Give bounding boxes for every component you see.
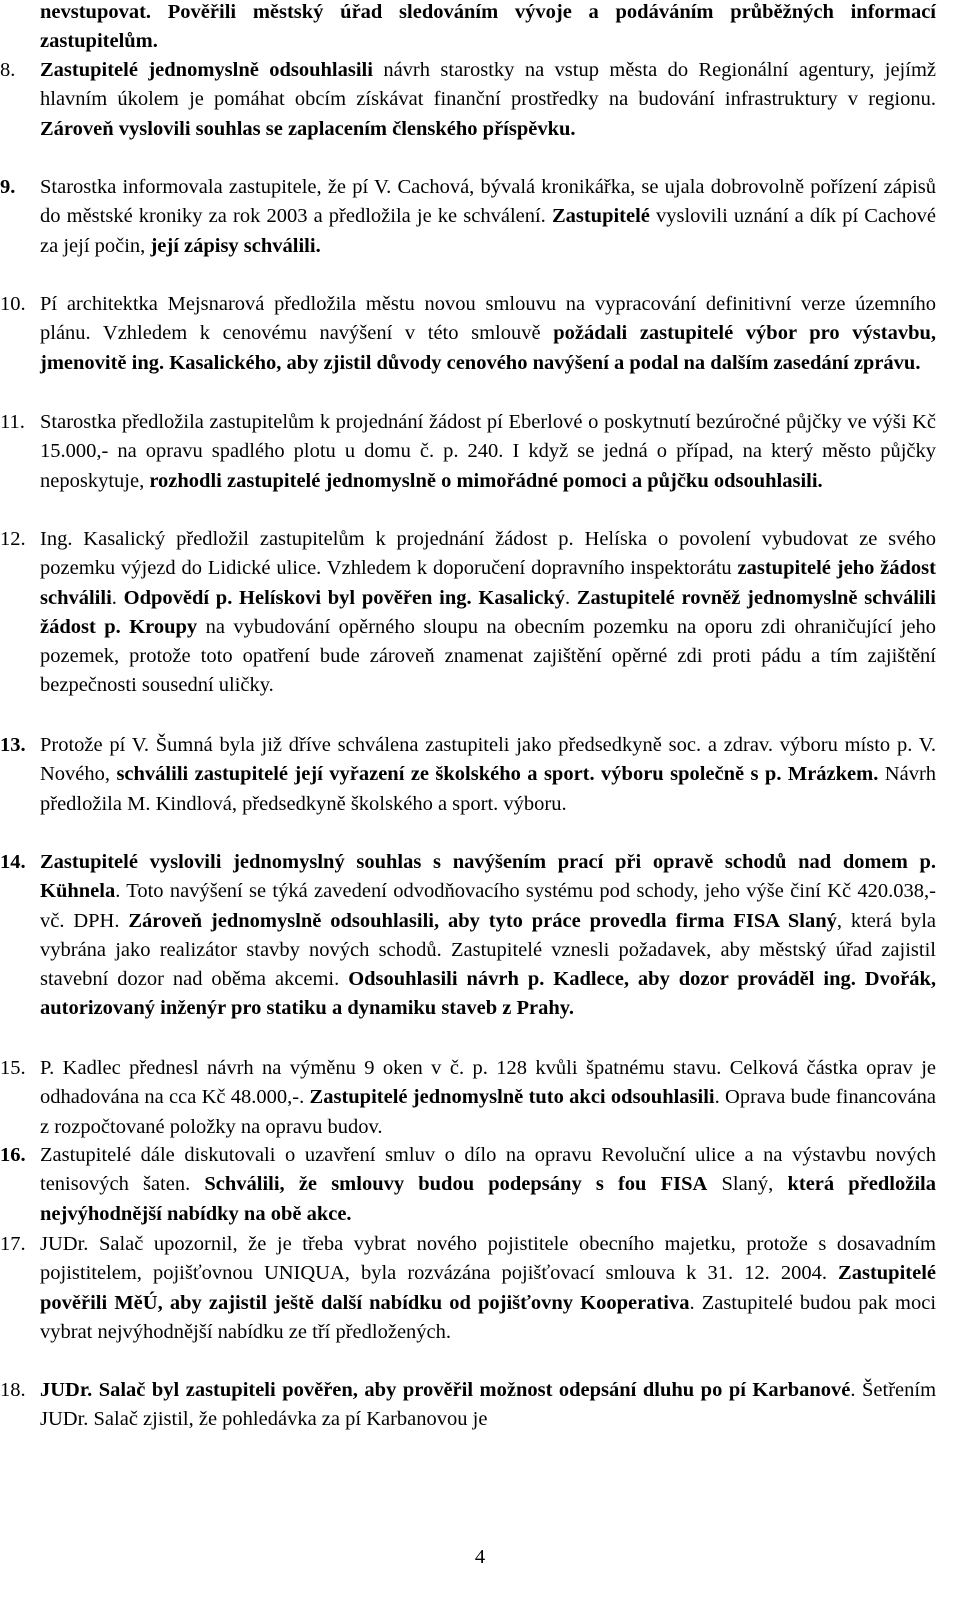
bold-text: schválili zastupitelé její vyřazení ze školského a sport. výboru společně s p. Mrázkem. xyxy=(116,763,879,786)
body-text: vyslovili uznání a dík pí Cachové za její počin, xyxy=(40,205,936,257)
item-12 xyxy=(0,525,937,701)
item-15 xyxy=(0,1054,936,1142)
item-14 xyxy=(0,848,937,1024)
bold-text: Zastupitelé jednomyslně tuto akci odsouhlasili xyxy=(309,1086,715,1109)
body-text: . Zastupitelé budou pak moci vybrat nejvýhodnější nabídku ze tří předložených. xyxy=(40,1291,937,1343)
bold-text: požádali zastupitelé výbor pro výstavbu, jmenovitě ing. Kasalického, aby zjistil důvody cenového navýšení a podal na dalším zasedání zprávu. xyxy=(40,322,936,374)
item-number: 13. xyxy=(0,734,26,756)
bold-text: Zastupitelé vyslovili jednomyslný souhlas s navýšením prací při opravě schodů nad domem p. Kühnela xyxy=(40,851,936,903)
item-number: 8. xyxy=(0,59,16,81)
item-number: 11. xyxy=(0,411,25,433)
item-number: 12. xyxy=(0,528,26,550)
body-text: . xyxy=(564,586,577,609)
body-text: JUDr. Salač upozornil, že je třeba vybrat nového pojistitele obecního majetku, protože s dosavadním pojistitelem, pojišťovnou UNIQUA, byla rozvázána pojišťovací smlouva k 31. 12. 2004. xyxy=(40,1233,936,1285)
bold-text: JUDr. Salač byl zastupiteli pověřen, aby prověřil možnost odepsání dluhu po pí Karbanové xyxy=(40,1379,851,1401)
body-text: Zastupitelé dále diskutovali o uzavření smluv o dílo na opravu Revoluční ulice a na výstavbu nových tenisových šaten. xyxy=(40,1144,936,1196)
body-text: Ing. Kasalický předložil zastupitelům k projednání žádost p. Helíska o povolení vybudovat ze svého pozemku výjezd do Lidické ulice. Vzhledem k doporučení dopravního inspektorátu xyxy=(40,528,936,580)
bold-text: Odpovědí p. Helískovi byl pověřen ing. Kasalický xyxy=(123,586,565,609)
body-text: . Šetřením JUDr. Salač zjistil, že pohledávka za pí Karbanovou je xyxy=(40,1379,937,1431)
bold-text: Zároveň jednomyslně odsouhlasili, aby tyto práce provedla firma FISA Slaný xyxy=(128,909,837,932)
body-text: . xyxy=(111,586,124,609)
body-text: . Oprava bude financována z rozpočtované položky na opravu budov. xyxy=(40,1086,936,1138)
body-text: Starostka informovala zastupitele, že pí V. Cachová, bývalá kronikářka, se ujala dobrovolně pořízení zápisů do městské kroniky za rok 2003 a předložila je ke schválení. xyxy=(40,176,936,228)
bold-text: Zastupitelé jednomyslně odsouhlasili xyxy=(40,59,373,81)
bold-text: Zastupitelé pověřili MěÚ, aby zajistil ještě další nabídku od pojišťovny Kooperativa xyxy=(40,1262,936,1314)
body-text: . Toto navýšení se týká zavedení odvodňovacího systému pod schody, jeho výše činí Kč 420.038,- vč. DPH. xyxy=(40,880,936,932)
body-text: P. Kadlec přednesl návrh na výměnu 9 oken v č. p. 128 kvůli špatnému stavu. Celková částka oprav je odhadována na cca Kč 48.000,-. xyxy=(40,1057,936,1109)
body-text: Slaný, xyxy=(707,1173,788,1196)
bold-text: Schválili, že smlouvy budou podepsány s fou FISA xyxy=(204,1173,708,1196)
body-text: Protože pí V. Šumná byla již dříve schválena zastupiteli jako předsedkyně soc. a zdrav. výboru místo p. V. Nového, xyxy=(40,734,936,786)
item-number: 10. xyxy=(0,293,26,315)
page-number: 4 xyxy=(474,1546,486,1568)
item-number: 9. xyxy=(0,176,16,198)
item-number: 15. xyxy=(0,1057,26,1079)
item-11 xyxy=(0,408,936,496)
body-text: na vybudování opěrného sloupu na obecním pozemku na oporu zdi ohraničující jeho pozemek, protože toto opatření bude zároveň znamenat zajištění opěrné zdi proti pádu a tím zajištění bezpečnosti sousední uličky. xyxy=(40,615,937,697)
body-text: Návrh předložila M. Kindlová, předsedkyně školského a sport. výboru. xyxy=(40,763,937,815)
item-10 xyxy=(0,290,936,378)
bold-text: Zároveň vyslovili souhlas se zaplacením členského příspěvku. xyxy=(40,117,576,140)
item-9 xyxy=(0,173,936,261)
item-8 xyxy=(0,56,936,144)
bold-text: která předložila nejvýhodnější nabídky na obě akce. xyxy=(40,1173,936,1225)
item-number: 16. xyxy=(0,1144,26,1166)
body-text: Pí architektka Mejsnarová předložila městu novou smlouvu na vypracování definitivní verze územního plánu. Vzhledem k cenovému navýšení v této smlouvě xyxy=(40,293,936,345)
bold-text: rozhodli zastupitelé jednomyslně o mimořádné pomoci a půjčku odsouhlasili. xyxy=(149,469,823,492)
item-number: 17. xyxy=(0,1233,26,1255)
bold-text: nevstupovat. Pověřili městský úřad sledováním vývoje a podáváním průběžných informací zastupitelům. xyxy=(40,1,936,53)
bold-text: Zastupitelé xyxy=(551,205,650,228)
bold-text: její zápisy schválili. xyxy=(150,234,321,257)
paragraph-continuation xyxy=(40,0,936,57)
body-text: návrh starostky na vstup města do Regionální agentury, jejímž hlavním úkolem je pomáhat obcím získávat finanční prostředky na budování infrastruktury v regionu. xyxy=(40,59,936,111)
bold-text: Zastupitelé rovněž jednomyslně schválili žádost p. Kroupy xyxy=(40,586,937,638)
bold-text: Odsouhlasili návrh p. Kadlece, aby dozor prováděl ing. Dvořák, autorizovaný inženýr pro statiku a dynamiku staveb z Prahy. xyxy=(40,968,936,1020)
bold-text: zastupitelé jeho žádost schválili xyxy=(40,557,936,609)
item-18 xyxy=(0,1376,937,1435)
item-17 xyxy=(0,1230,937,1347)
body-text: , která byla vybrána jako realizátor stavby nových schodů. Zastupitelé vznesli požadavek, aby městský úřad zajistil stavební dozor nad oběma akcemi. xyxy=(40,909,937,991)
item-16 xyxy=(0,1141,936,1229)
item-number: 14. xyxy=(0,851,26,873)
body-text: Starostka předložila zastupitelům k projednání žádost pí Eberlové o poskytnutí bezúročné půjčky ve výši Kč 15.000,- na opravu spadlého plotu u domu č. p. 240. I když se jedná o případ, na který město půjčky neposkytuje, xyxy=(40,411,936,492)
item-number: 18. xyxy=(0,1379,26,1401)
item-13 xyxy=(0,731,937,819)
